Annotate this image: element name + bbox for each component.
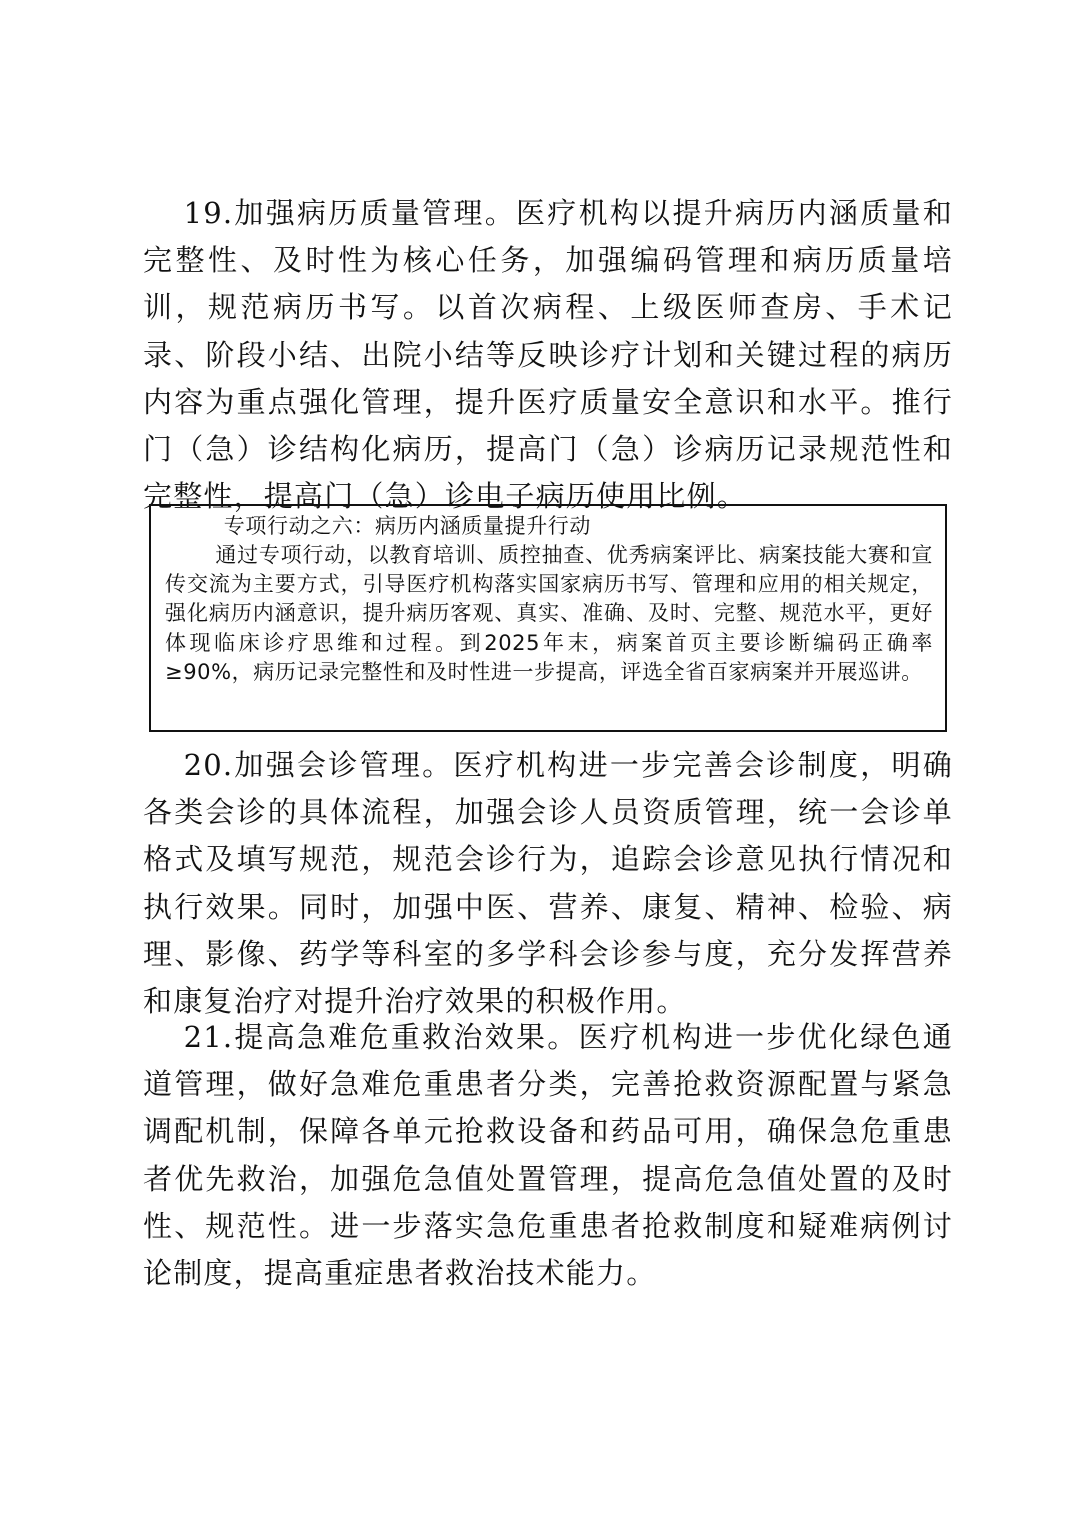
special-action-box xyxy=(149,504,947,732)
section-19-paragraph: 19.加强病历质量管理。医疗机构以提升病历内涵质量和完整性、及时性为核心任务，加强编码管理和病历质量培训，规范病历书写。以首次病程、上级医师查房、手术记录、阶段小结、出院小结等反映诊疗计划和关键过程的病历内容为重点强化管理，提升医疗质量安全意识和水平。推行门（急）诊结构化病历，提高门（急）诊病历记录规范性和完整性，提高门（急）诊电子病历使用比例。 xyxy=(143,196,953,514)
section-20-paragraph: 20.加强会诊管理。医疗机构进一步完善会诊制度，明确各类会诊的具体流程，加强会诊人员资质管理，统一会诊单格式及填写规范，规范会诊行为，追踪会诊意见执行情况和执行效果。同时，加强中医、营养、康复、精神、检验、病理、影像、药学等科室的多学科会诊参与度，充分发挥营养和康复治疗对提升治疗效果的积极作用。 xyxy=(143,748,953,1019)
section-21-paragraph: 21.提高急难危重救治效果。医疗机构进一步优化绿色通道管理，做好急难危重患者分类，完善抢救资源配置与紧急调配机制，保障各单元抢救设备和药品可用，确保急危重患者优先救治，加强危急值处置管理，提高危急值处置的及时性、规范性。进一步落实急危重患者抢救制度和疑难病例讨论制度，提高重症患者救治技术能力。 xyxy=(143,1020,953,1291)
special-action-text: 通过专项行动，以教育培训、质控抽查、优秀病案评比、病案技能大赛和宣传交流为主要方式，引导医疗机构落实国家病历书写、管理和应用的相关规定，强化病历内涵意识，提升病历客观、真实、准确、及时、完整、规范水平，更好体现临床诊疗思维和过程。到2025年末，病案首页主要诊断编码正确率≥90%，病历记录完整性和及时性进一步提高，评选全省百家病案并开展巡讲。 xyxy=(165,543,933,684)
special-action-title: 专项行动之六：病历内涵质量提升行动 xyxy=(223,514,591,538)
